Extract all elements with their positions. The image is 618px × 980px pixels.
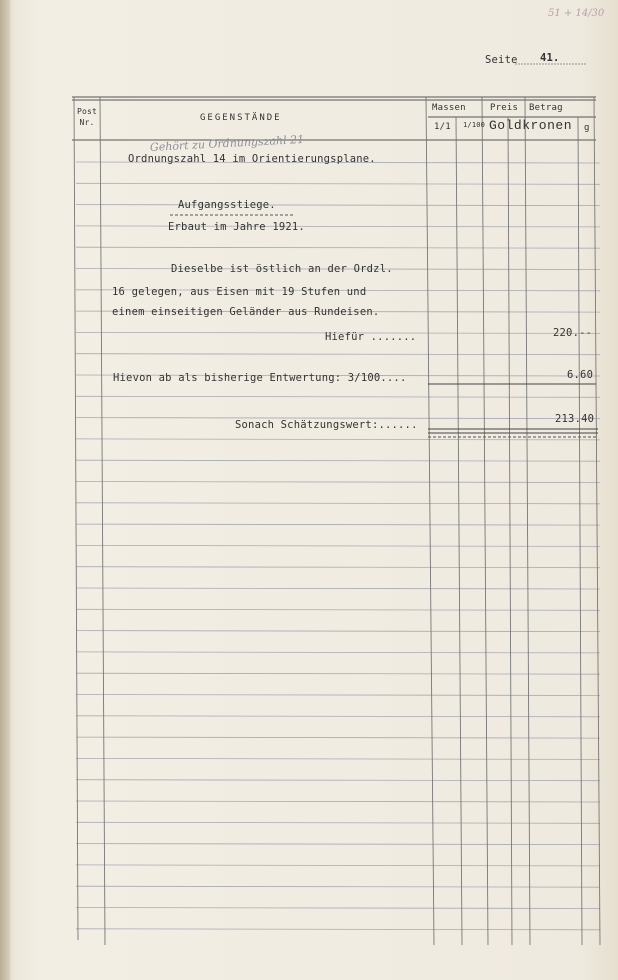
- header-mass-whole: 1/1: [434, 122, 451, 132]
- header-currency-g: g: [584, 123, 590, 133]
- line-hiefuer: Hiefür .......: [325, 331, 417, 343]
- amount-hievon: 6.60: [567, 369, 594, 381]
- line-desc3: einem einseitigen Geländer aus Rundeisen.: [112, 306, 380, 318]
- line-sonach: Sonach Schätzungswert:......: [235, 419, 418, 431]
- amount-hiefuer: 220.--: [553, 327, 593, 339]
- page-number-label: Seite: [485, 54, 518, 66]
- line-heading: Aufgangsstiege.: [178, 199, 276, 211]
- line-built: Erbaut im Jahre 1921.: [168, 221, 305, 233]
- header-amount: Betrag: [529, 103, 563, 113]
- header-mass-hundredth: 1/100: [463, 121, 486, 129]
- pencil-note: Gehört zu Ordnungszahl 21: [149, 132, 305, 154]
- amount-sonach: 213.40: [555, 413, 595, 425]
- page-number-underline: [515, 63, 589, 66]
- header-items: GEGENSTÄNDE: [200, 113, 282, 123]
- line-desc2: 16 gelegen, aus Eisen mit 19 Stufen und: [112, 286, 367, 298]
- corner-pencil-note: 51 + 14/30: [548, 8, 605, 19]
- page-number-value: 41.: [540, 52, 560, 64]
- header-price: Preis: [490, 103, 519, 113]
- header-masses: Massen: [432, 103, 466, 113]
- header-currency-banner: Goldkronen: [489, 118, 573, 133]
- header-post-nr: Post Nr.: [76, 107, 98, 127]
- line-desc1: Dieselbe ist östlich an der Ordzl.: [171, 263, 393, 275]
- line-ordnungszahl: Ordnungszahl 14 im Orientierungsplane.: [128, 153, 376, 165]
- line-hievon: Hievon ab als bisherige Entwertung: 3/100....: [113, 372, 407, 384]
